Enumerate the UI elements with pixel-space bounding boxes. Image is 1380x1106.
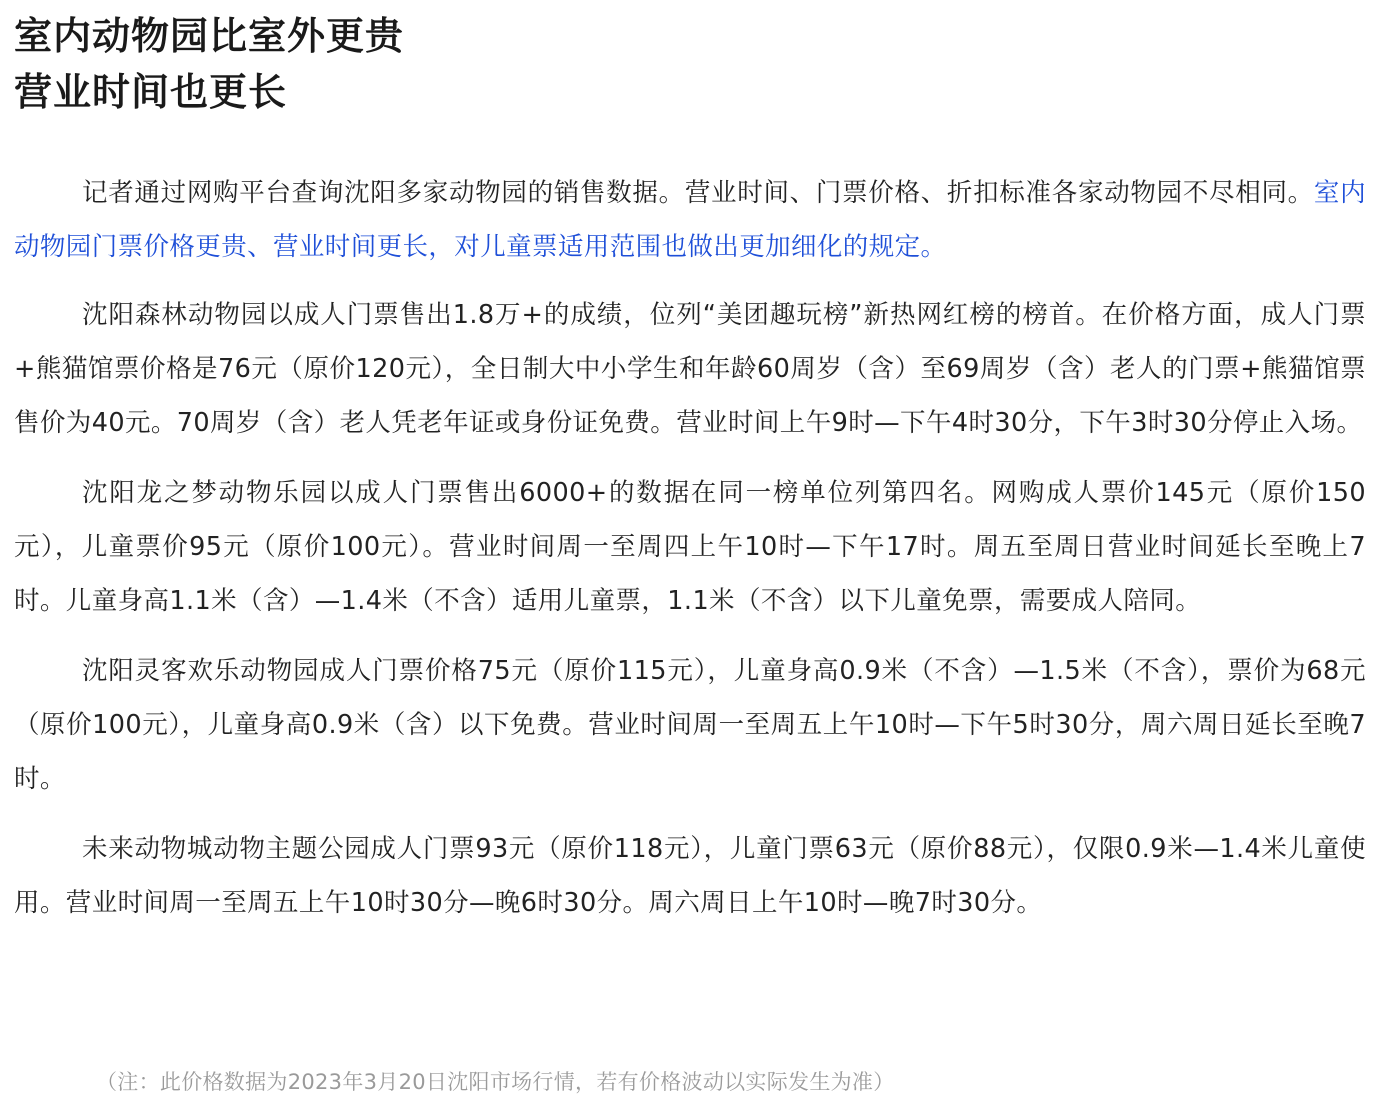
article-body (14, 166, 1366, 930)
paragraph-intro-highlight: 室内动物园门票价格更贵、营业时间更长，对儿童票适用范围也做出更加细化的规定。 (14, 178, 1366, 262)
price-note: （注：此价格数据为2023年3月20日沈阳市场行情，若有价格波动以实际发生为准） (96, 1070, 895, 1094)
paragraph-intro-text: 记者通过网购平台查询沈阳多家动物园的销售数据。营业时间、门票价格、折扣标准各家动物园不尽相同。 (82, 178, 1314, 208)
paragraph-longzhimeng-zoo: 沈阳龙之梦动物乐园以成人门票售出6000+的数据在同一榜单位列第四名。网购成人票价145元（原价150元），儿童票价95元（原价100元）。营业时间周一至周四上午10时—下午17时。周五至周日营业时间延长至晚上7时。儿童身高1.1米（含）—1.4米（不含）适用儿童票，1.1米（不含）以下儿童免票，需要成人陪同。 (14, 478, 1366, 616)
paragraph-forest-zoo: 沈阳森林动物园以成人门票售出1.8万+的成绩，位列“美团趣玩榜”新热网红榜的榜首。在价格方面，成人门票+熊猫馆票价格是76元（原价120元），全日制大中小学生和年龄60周岁（含）至69周岁（含）老人的门票+熊猫馆票售价为40元。70周岁（含）老人凭老年证或身份证免费。营业时间上午9时—下午4时30分，下午3时30分停止入场。 (14, 300, 1366, 438)
headline-line-1: 室内动物园比室外更贵 (14, 14, 405, 58)
paragraph-intro (14, 166, 1366, 274)
headline-line-2: 营业时间也更长 (14, 70, 288, 114)
article (14, 0, 1366, 946)
paragraph-future-zoo: 未来动物城动物主题公园成人门票93元（原价118元），儿童门票63元（原价88元），仅限0.9米—1.4米儿童使用。营业时间周一至周五上午10时30分—晚6时30分。周六周日上午10时—晚7时30分。 (14, 834, 1366, 918)
paragraph-lingke-zoo: 沈阳灵客欢乐动物园成人门票价格75元（原价115元），儿童身高0.9米（不含）—1.5米（不含），票价为68元（原价100元），儿童身高0.9米（含）以下免费。营业时间周一至周五上午10时—下午5时30分，周六周日延长至晚7时。 (14, 656, 1366, 794)
